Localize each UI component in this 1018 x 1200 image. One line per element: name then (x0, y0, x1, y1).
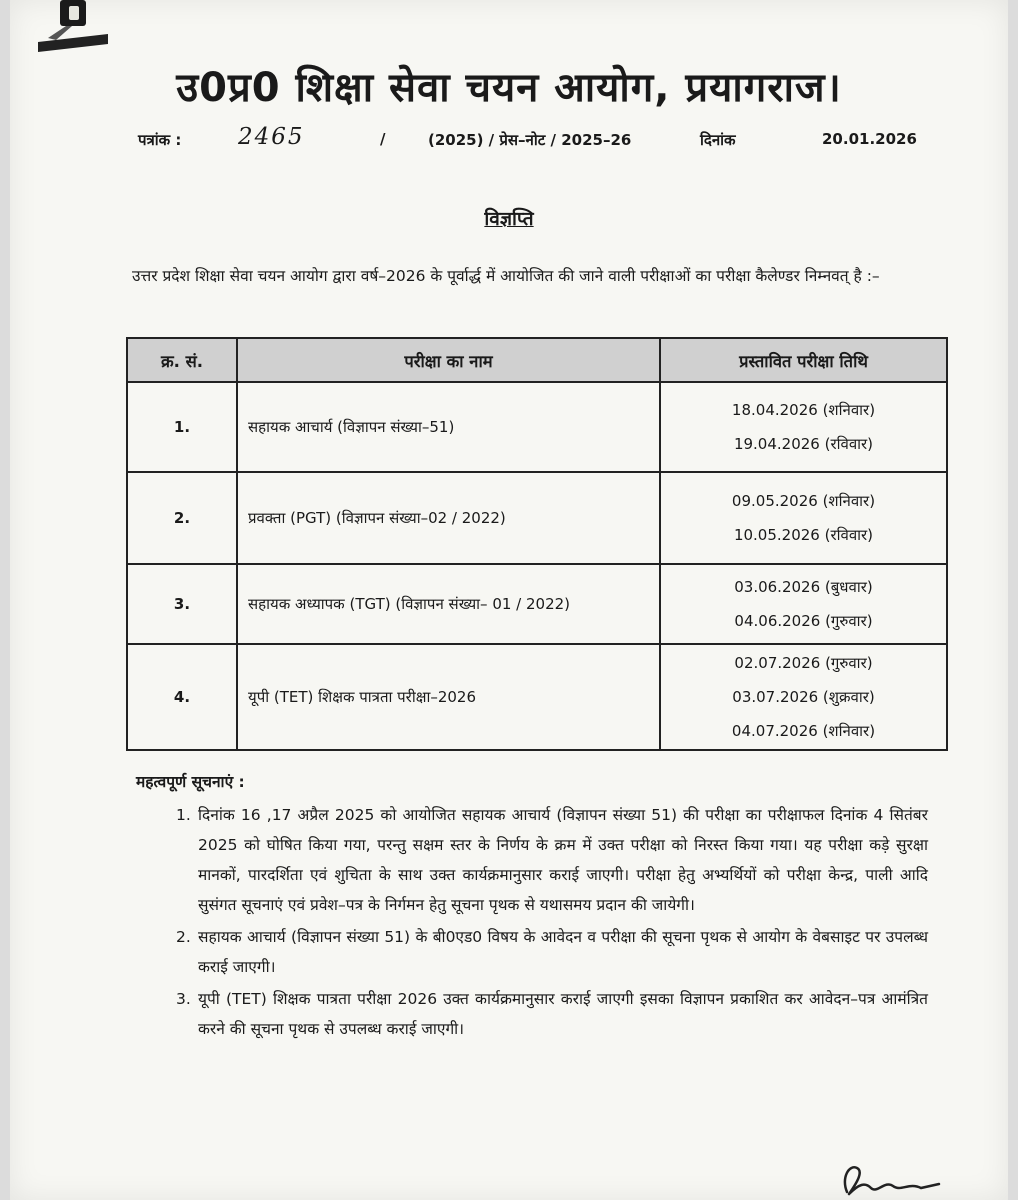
exam-date: 10.05.2026 (रविवार) (733, 526, 874, 544)
ref-label: पत्रांक : (138, 131, 182, 149)
header-exam-name: परीक्षा का नाम (237, 338, 660, 382)
exam-date: 09.05.2026 (शनिवार) (731, 492, 876, 510)
header-exam-date: प्रस्तावित परीक्षा तिथि (660, 338, 947, 382)
notice-title: विज्ञप्ति (484, 208, 534, 230)
binder-clip-icon (38, 0, 108, 60)
serial-cell: 2. (127, 472, 237, 564)
exam-name-cell: सहायक अध्यापक (TGT) (विज्ञापन संख्या– 01 / 2022) (237, 564, 660, 644)
exam-date-cell (660, 564, 947, 644)
note-number: 1. (176, 806, 191, 824)
exam-name-cell: यूपी (TET) शिक्षक पात्रता परीक्षा–2026 (237, 644, 660, 750)
list-item (178, 800, 928, 920)
table-row (127, 564, 947, 644)
reference-line (10, 124, 1008, 160)
table-row (127, 382, 947, 472)
exam-date: 03.06.2026 (बुधवार) (734, 578, 873, 596)
exam-date: 02.07.2026 (गुरुवार) (734, 654, 873, 672)
intro-paragraph: उत्तर प्रदेश शिक्षा सेवा चयन आयोग द्वारा वर्ष–2026 के पूर्वार्द्ध में आयोजित की जाने वाली परीक्षाओं का परीक्षा कैलेण्डर निम्नवत् है :– (132, 267, 880, 285)
exam-name-cell: सहायक आचार्य (विज्ञापन संख्या–51) (237, 382, 660, 472)
note-text: दिनांक 16 ,17 अप्रैल 2025 को आयोजित सहायक आचार्य (विज्ञापन संख्या 51) की परीक्षा का परीक्षाफल दिनांक 4 सितंबर 2025 को घोषित किया गया, परन्तु सक्षम स्तर के निर्णय के क्रम में उक्त परीक्षा को निरस्त किया गया। यह परीक्षा कड़े सुरक्षा मानकों, पारदर्शिता एवं शुचिता के साथ उक्त कार्यक्रमानुसार कराई जाएगी। परीक्षा हेतु अभ्यर्थियों को परीक्षा केन्द्र, पाली आदि सुसंगत सूचनाएं एवं प्रवेश–पत्र के निर्गमन हेतु सूचना पृथक से यथासमय प्रदान की जायेगी। (198, 806, 928, 914)
exam-date: 18.04.2026 (शनिवार) (731, 401, 876, 419)
table-row (127, 644, 947, 750)
exam-date: 04.06.2026 (गुरुवार) (734, 612, 873, 630)
serial-cell: 4. (127, 644, 237, 750)
exam-date: 19.04.2026 (रविवार) (733, 435, 874, 453)
table-row (127, 472, 947, 564)
notes-list (178, 800, 928, 1046)
serial-cell: 3. (127, 564, 237, 644)
exam-schedule-table (126, 337, 948, 751)
note-text: यूपी (TET) शिक्षक पात्रता परीक्षा 2026 उक्त कार्यक्रमानुसार कराई जाएगी इसका विज्ञापन प्रकाशित कर आवेदन–पत्र आमंत्रित करने की सूचना पृथक से उपलब्ध कराई जाएगी। (198, 990, 928, 1038)
list-item (178, 984, 928, 1044)
ref-slash: / (380, 130, 386, 148)
note-text: सहायक आचार्य (विज्ञापन संख्या 51) के बी0एड0 विषय के आवेदन व परीक्षा की सूचना पृथक से आयोग के वेबसाइट पर उपलब्ध कराई जाएगी। (198, 928, 928, 976)
note-number: 3. (176, 990, 191, 1008)
date-value: 20.01.2026 (822, 130, 917, 148)
exam-date: 04.07.2026 (शनिवार) (731, 722, 876, 740)
list-item (178, 922, 928, 982)
header-serial: क्र. सं. (127, 338, 237, 382)
ref-suffix: (2025) / प्रेस–नोट / 2025–26 (428, 131, 632, 149)
document-page (10, 0, 1008, 1200)
exam-name-cell: प्रवक्ता (PGT) (विज्ञापन संख्या–02 / 2022) (237, 472, 660, 564)
exam-date-cell (660, 644, 947, 750)
table-header-row (127, 338, 947, 382)
exam-date-cell (660, 472, 947, 564)
exam-date-cell (660, 382, 947, 472)
exam-date: 03.07.2026 (शुक्रवार) (732, 688, 875, 706)
note-number: 2. (176, 928, 191, 946)
serial-cell: 1. (127, 382, 237, 472)
ref-number: 2465 (238, 124, 305, 150)
notes-heading: महत्वपूर्ण सूचनाएं : (136, 773, 245, 791)
organisation-heading: उ0प्र0 शिक्षा सेवा चयन आयोग, प्रयागराज। (176, 65, 842, 111)
signature-icon (835, 1158, 945, 1198)
date-label: दिनांक (700, 131, 736, 149)
